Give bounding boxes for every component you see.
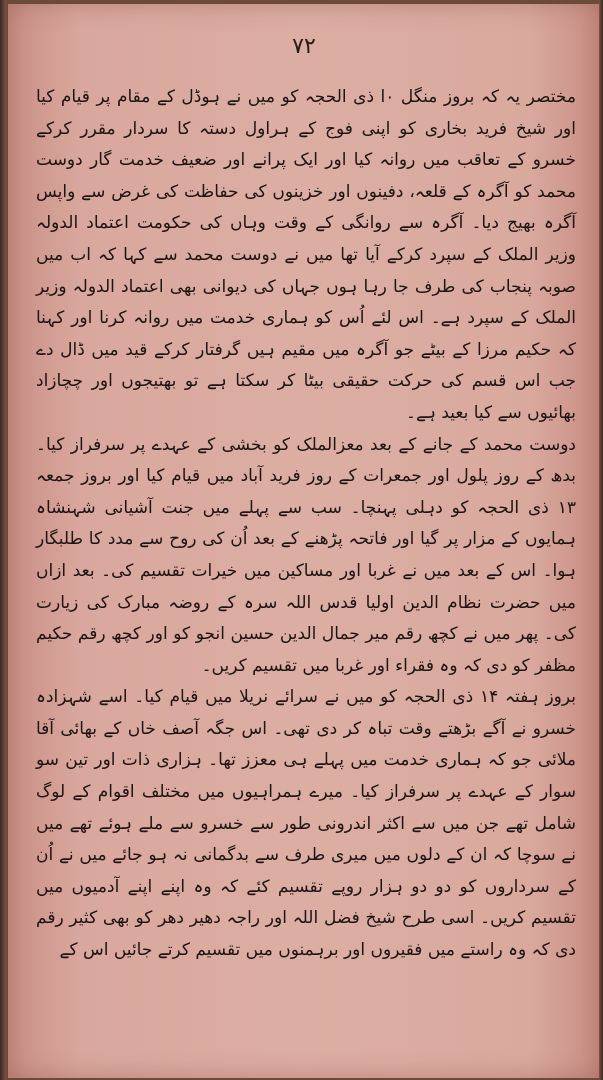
book-page [8,4,600,1078]
paragraph-2: دوست محمد کے جانے کے بعد معزالملک کو بخشی کے عہدے پر سرفراز کیا۔ بدھ کے روز پلول اور جمعرات کے روز فرید آباد میں قیام کیا اور بروز جمعہ ۱۳ ذی الحجہ کو دہلی پہنچا۔ سب سے پہلے میں جنت آشیانی شہنشاہ ہمایوں کے مزار پر گیا اور فاتحہ پڑھنے کے بعد اُن کی روح سے مدد کا طلبگار ہوا۔ اس کے بعد میں نے غربا اور مساکین میں خیرات تقسیم کی۔ بعد ازاں میں حضرت نظام الدین اولیا قدس اللہ سرہ کے روضہ مبارک کی زیارت کی۔ پھر میں نے کچھ رقم میر جمال الدین حسین انجو کو اور کچھ رقم حکیم مظفر کو دی کہ وہ فقراء اور غربا میں تقسیم کریں۔ [36,434,576,676]
book-binding-edge [0,0,6,1080]
paragraph-1: مختصر یہ کہ بروز منگل ۰ا ذی الحجہ کو میں نے ہوڈل کے مقام پر قیام کیا اور شیخ فرید بخاری کو اپنی فوج کے ہراول دستہ کا سردار مقرر کرکے خسرو کے تعاقب میں روانہ کیا اور ایک پرانے اور ضعیف خدمت گار دوست محمد کو آگرہ کے قلعہ، دفینوں اور خزینوں کی حفاظت کی غرض سے واپس آگرہ بھیج دیا۔ آگرہ سے روانگی کے وقت وہاں کی حکومت اعتماد الدولہ وزیر الملک کے سپرد کرکے آیا تھا میں نے دوست محمد سے کہا کہ اب میں صوبہ پنجاب کی طرف جا رہا ہوں جہاں کی دیوانی بھی اعتماد الدولہ وزیر الملک کے سپرد ہے۔ اس لئے اُس کو ہماری خدمت میں روانہ کرنا اور کہنا کہ حکیم مرزا کے بیٹے جو آگرہ میں مقیم ہیں گرفتار کرکے قید میں ڈال دے جب اس قسم کی حرکت حقیقی بیٹا کر سکتا ہے تو بھتیجوں اور چچازاد بھائیوں سے کیا بعید ہے۔ [36,87,576,423]
page-right-edge [599,0,603,1080]
page-number: ۷۲ [292,34,316,59]
page-text-block [36,82,576,967]
paragraph-3: بروز ہفتہ ۱۴ ذی الحجہ کو میں نے سرائے نریلا میں قیام کیا۔ اسے شہزادہ خسرو نے آگے بڑھتے وقت تباہ کر دی تھی۔ اس جگہ آصف خاں کے بھائی آقا ملائی جو کہ ہماری خدمت میں پہلے ہی معزز تھا۔ ہزاری ذات اور تین سو سوار کے عہدے پر سرفراز کیا۔ میرے ہمراہیوں میں مختلف اقوام کے لوگ شامل تھے جن میں سے اکثر اندرونی طور سے خسرو سے ملے ہوئے تھے میں نے سوچا کہ ان کے دلوں میں میری طرف سے بدگمانی نہ ہو جائے میں نے اُن کے سرداروں کو دو دو ہزار روپے تقسیم کئے کہ وہ اپنے اپنے آدمیوں میں تقسیم کریں۔ اسی طرح شیخ فضل اللہ اور راجہ دھیر دھر کو بھی کثیر رقم دی کہ وہ راستے میں فقیروں اور برہمنوں میں تقسیم کرتے جائیں اس کے [36,687,576,961]
